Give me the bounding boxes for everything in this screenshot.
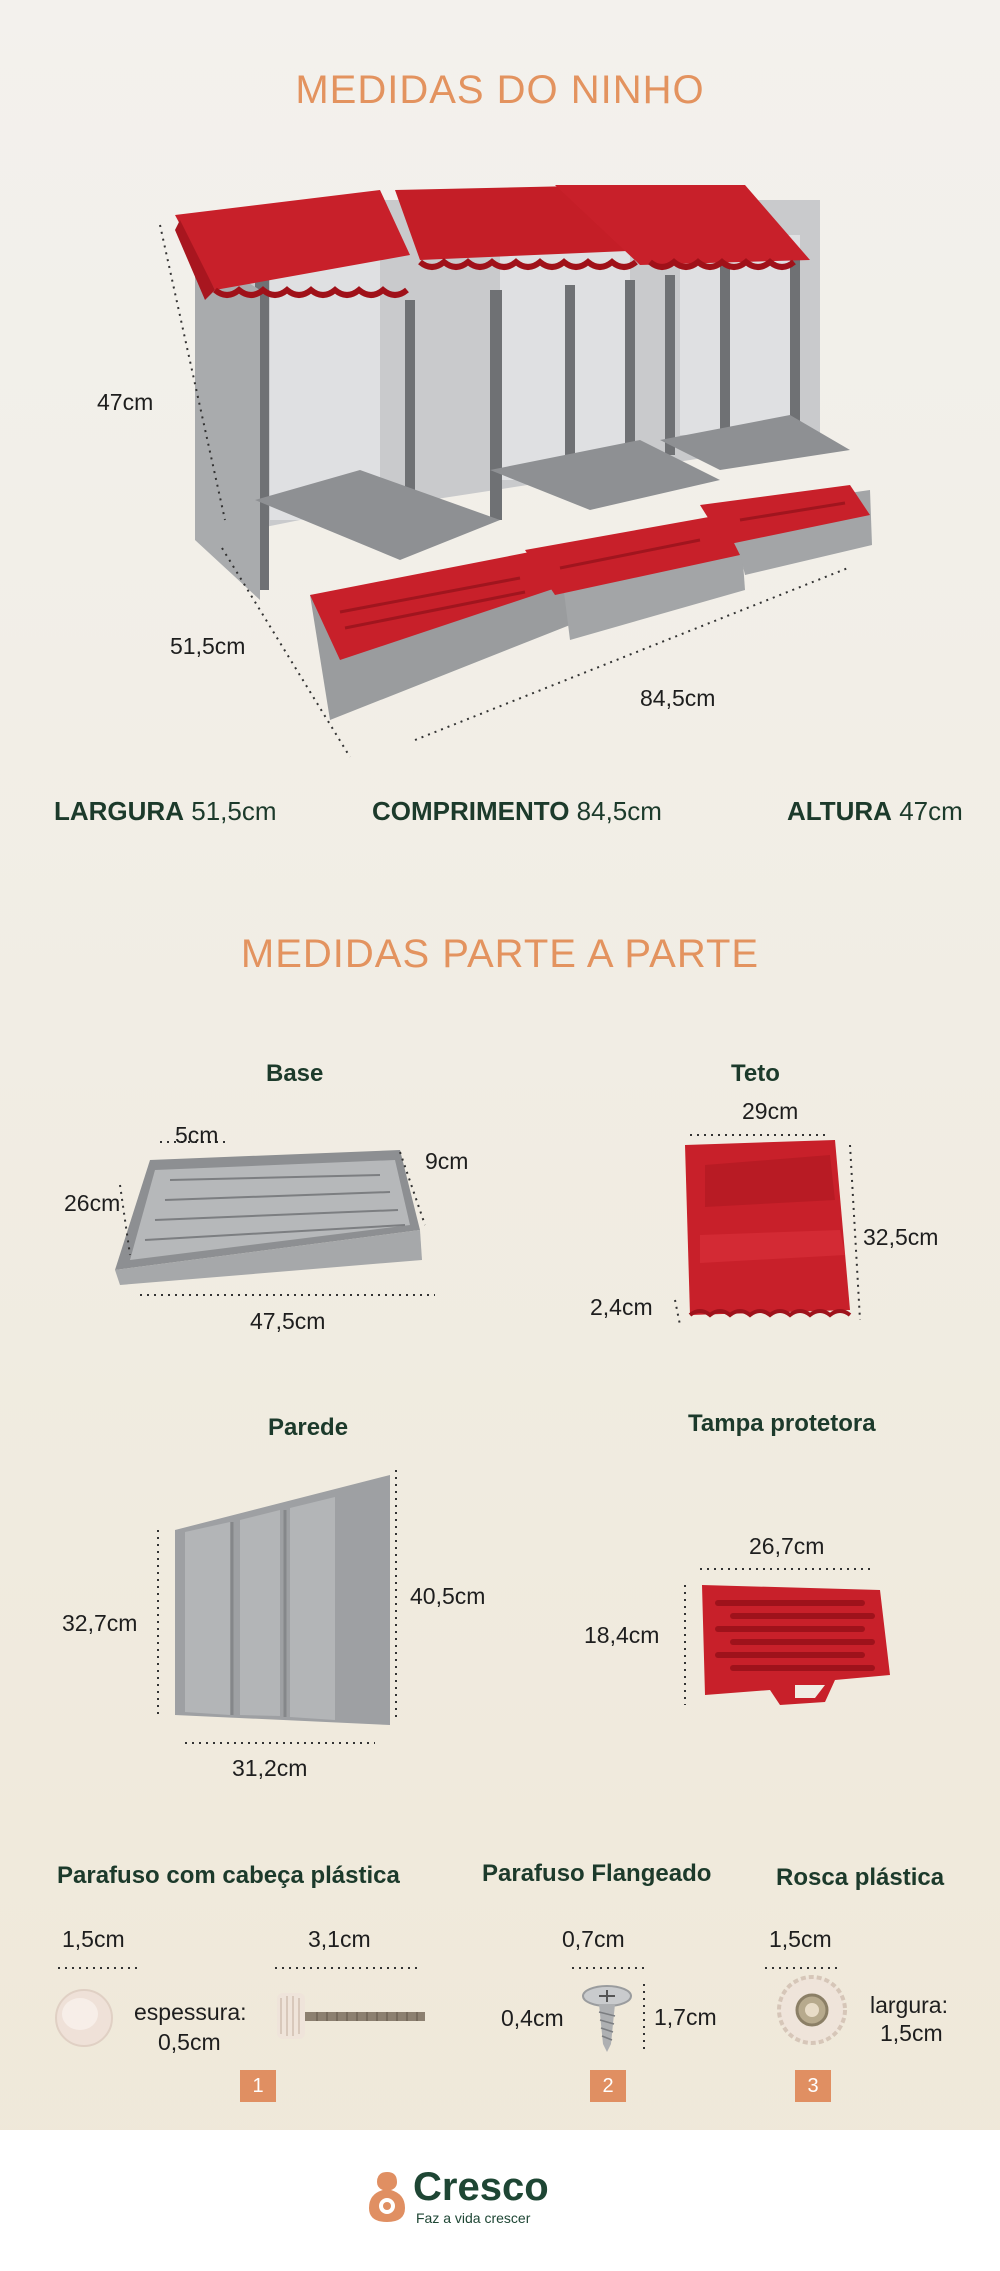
nest-length-dim: 84,5cm bbox=[640, 685, 716, 711]
screw1-title: Parafuso com cabeça plástica bbox=[57, 1862, 400, 1889]
nest-width-dim: 51,5cm bbox=[170, 633, 246, 659]
teto-dim-2: 32,5cm bbox=[863, 1224, 939, 1250]
screw1-badge: 1 bbox=[240, 2070, 276, 2102]
spec-height-value: 47cm bbox=[899, 796, 963, 826]
base-dim-2: 9cm bbox=[425, 1148, 469, 1174]
nest-section-title: MEDIDAS DO NINHO bbox=[295, 68, 705, 112]
parede-title: Parede bbox=[268, 1414, 349, 1441]
spec-width-label: LARGURA bbox=[54, 796, 184, 826]
screw1-dimension-lines bbox=[50, 1952, 490, 1992]
screw1-dim-2: 3,1cm bbox=[308, 1926, 371, 1952]
screw3-badge: 3 bbox=[795, 2070, 831, 2102]
tampa-dimension-lines bbox=[680, 1565, 920, 1725]
footer-brand: Cresco bbox=[413, 2165, 549, 2209]
spec-height bbox=[787, 796, 963, 827]
teto-title: Teto bbox=[731, 1060, 780, 1087]
tampa-dim-2: 18,4cm bbox=[584, 1622, 660, 1648]
tampa-title: Tampa protetora bbox=[688, 1410, 876, 1437]
spec-length-label: COMPRIMENTO bbox=[372, 796, 570, 826]
screw2-badge: 2 bbox=[590, 2070, 626, 2102]
screw2-dim-2: 0,4cm bbox=[501, 2005, 564, 2031]
base-dimension-lines bbox=[60, 1130, 460, 1330]
parts-section-title: MEDIDAS PARTE A PARTE bbox=[240, 932, 760, 976]
spec-height-label: ALTURA bbox=[787, 796, 892, 826]
nest-illustration bbox=[0, 0, 1000, 600]
spec-width-value: 51,5cm bbox=[191, 796, 277, 826]
screw2-dim-1: 0,7cm bbox=[562, 1926, 625, 1952]
screw2-dim-3: 1,7cm bbox=[654, 2004, 717, 2030]
screw1-dim-1: 1,5cm bbox=[62, 1926, 125, 1952]
tampa-dim-1: 26,7cm bbox=[749, 1533, 825, 1559]
screw3-title: Rosca plástica bbox=[776, 1864, 945, 1891]
screw3-width-label: largura: bbox=[870, 1992, 948, 2018]
spec-length-value: 84,5cm bbox=[576, 796, 662, 826]
base-dim-4: 47,5cm bbox=[250, 1308, 326, 1334]
base-dim-1: 5cm bbox=[175, 1122, 219, 1148]
parede-dim-3: 31,2cm bbox=[232, 1755, 308, 1781]
footer bbox=[0, 2130, 1000, 2271]
screw3-dim-1: 1,5cm bbox=[769, 1926, 832, 1952]
screw1-bolt-image bbox=[277, 1988, 427, 2048]
parede-dim-1: 32,7cm bbox=[62, 1610, 138, 1636]
cresco-logo-icon bbox=[367, 2168, 407, 2224]
screw1-thickness-value: 0,5cm bbox=[158, 2029, 221, 2055]
screw3-image bbox=[777, 1975, 847, 2045]
teto-dim-3: 2,4cm bbox=[590, 1294, 653, 1320]
spec-width bbox=[54, 796, 277, 827]
spec-length bbox=[372, 796, 662, 827]
screw2-image bbox=[577, 1984, 637, 2054]
footer-tagline: Faz a vida crescer bbox=[416, 2210, 531, 2226]
screw1-thickness-label: espessura: bbox=[134, 1999, 247, 2025]
base-title: Base bbox=[266, 1060, 324, 1087]
teto-dim-1: 29cm bbox=[742, 1098, 799, 1124]
screw2-title: Parafuso Flangeado bbox=[482, 1860, 712, 1887]
parede-dim-2: 40,5cm bbox=[410, 1583, 486, 1609]
screw3-width-value: 1,5cm bbox=[880, 2020, 943, 2046]
parede-dimension-lines bbox=[160, 1460, 420, 1760]
nest-height-dim: 47cm bbox=[97, 389, 154, 415]
base-dim-3: 26cm bbox=[64, 1190, 121, 1216]
screw1-cap-image bbox=[54, 1988, 114, 2048]
